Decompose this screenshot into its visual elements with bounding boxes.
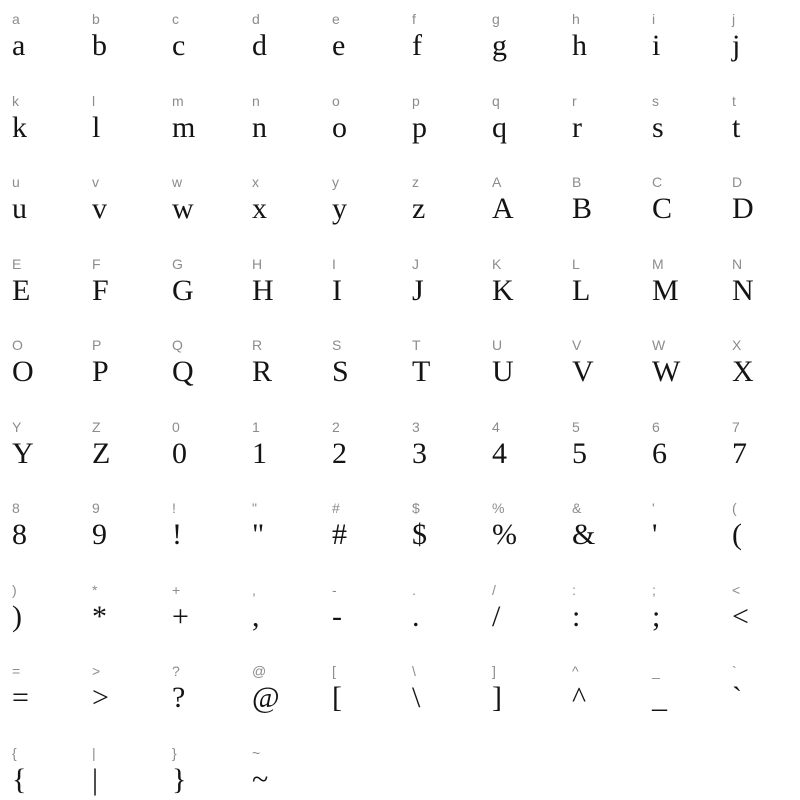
char-glyph: l xyxy=(92,110,101,144)
char-label: H xyxy=(252,255,263,272)
char-cell[interactable] xyxy=(400,652,480,734)
char-glyph: $ xyxy=(412,518,427,551)
char-glyph: & xyxy=(572,518,596,551)
char-label: ? xyxy=(172,663,180,679)
char-glyph: 9 xyxy=(92,518,107,551)
char-label: s xyxy=(652,92,659,109)
char-label: p xyxy=(412,92,420,109)
char-label: E xyxy=(12,255,22,272)
char-glyph: d xyxy=(252,29,267,62)
char-cell[interactable] xyxy=(80,571,160,653)
char-label: Q xyxy=(172,337,183,353)
char-glyph: } xyxy=(172,762,187,796)
char-cell[interactable] xyxy=(320,0,400,82)
char-label: W xyxy=(652,337,666,353)
char-glyph: M xyxy=(652,273,679,307)
char-glyph: * xyxy=(92,599,107,633)
char-label: ; xyxy=(652,581,656,598)
char-glyph: R xyxy=(252,355,273,388)
char-label: 3 xyxy=(412,418,420,435)
char-cell[interactable] xyxy=(80,408,160,490)
char-label: . xyxy=(412,581,416,598)
char-cell[interactable] xyxy=(640,82,720,164)
char-cell[interactable] xyxy=(560,571,640,653)
char-label: m xyxy=(172,92,184,109)
char-label: < xyxy=(732,581,741,598)
char-glyph: p xyxy=(412,110,427,144)
char-cell[interactable] xyxy=(720,163,800,245)
char-label: i xyxy=(652,11,656,27)
char-cell[interactable] xyxy=(400,82,480,164)
char-label: I xyxy=(332,255,336,272)
char-glyph: a xyxy=(12,29,26,62)
char-glyph: - xyxy=(332,599,342,633)
char-glyph: u xyxy=(12,192,27,225)
char-cell[interactable] xyxy=(240,0,320,82)
char-cell[interactable] xyxy=(560,82,640,164)
char-cell[interactable] xyxy=(0,0,80,82)
char-glyph: ' xyxy=(652,518,658,551)
char-glyph: X xyxy=(732,355,754,388)
char-label: c xyxy=(172,11,179,27)
char-cell[interactable] xyxy=(80,326,160,408)
char-label: S xyxy=(332,337,342,353)
char-glyph: ) xyxy=(12,599,22,633)
char-label: w xyxy=(172,174,183,190)
char-label: ! xyxy=(172,500,176,516)
char-label: $ xyxy=(412,500,420,516)
char-label: 7 xyxy=(732,418,740,435)
char-cell[interactable] xyxy=(320,652,400,734)
char-label: 0 xyxy=(172,418,180,435)
char-label: f xyxy=(412,11,416,27)
char-cell[interactable] xyxy=(240,245,320,327)
char-label: + xyxy=(172,581,181,598)
char-glyph: " xyxy=(252,518,265,551)
char-glyph: ! xyxy=(172,518,182,551)
char-label: M xyxy=(652,255,664,272)
char-label: k xyxy=(12,92,19,109)
char-glyph: 4 xyxy=(492,436,507,470)
char-cell[interactable] xyxy=(560,489,640,571)
char-glyph: 2 xyxy=(332,436,347,470)
char-glyph: ; xyxy=(652,599,661,633)
char-label: y xyxy=(332,174,339,190)
char-cell[interactable] xyxy=(640,408,720,490)
char-label: C xyxy=(652,174,663,190)
char-cell[interactable] xyxy=(400,326,480,408)
char-cell[interactable] xyxy=(480,326,560,408)
char-label: } xyxy=(172,744,177,761)
char-glyph: F xyxy=(92,273,109,307)
char-glyph: , xyxy=(252,599,260,633)
char-label: - xyxy=(332,581,337,598)
char-label: 2 xyxy=(332,418,340,435)
char-glyph: 8 xyxy=(12,518,27,551)
char-glyph: ~ xyxy=(252,762,269,796)
char-label: ) xyxy=(12,581,17,598)
char-cell[interactable] xyxy=(720,571,800,653)
char-cell[interactable] xyxy=(720,0,800,82)
char-glyph: T xyxy=(412,355,431,388)
char-label: K xyxy=(492,255,502,272)
char-label: g xyxy=(492,11,500,27)
char-label: , xyxy=(252,581,256,598)
char-label: o xyxy=(332,92,340,109)
char-cell[interactable] xyxy=(160,734,240,800)
char-cell[interactable] xyxy=(320,245,400,327)
char-cell[interactable] xyxy=(160,245,240,327)
char-cell[interactable] xyxy=(400,163,480,245)
char-glyph: 1 xyxy=(252,436,267,470)
char-label: > xyxy=(92,663,101,679)
char-cell[interactable] xyxy=(160,408,240,490)
char-cell[interactable] xyxy=(640,489,720,571)
char-cell[interactable] xyxy=(640,652,720,734)
char-label: : xyxy=(572,581,576,598)
char-label: / xyxy=(492,581,496,598)
char-label: " xyxy=(252,500,257,516)
char-label: q xyxy=(492,92,500,109)
char-cell[interactable] xyxy=(0,408,80,490)
char-label: Z xyxy=(92,418,101,435)
char-glyph: i xyxy=(652,29,661,62)
char-label: 4 xyxy=(492,418,500,435)
char-label: d xyxy=(252,11,260,27)
char-label: r xyxy=(572,92,577,109)
char-glyph: E xyxy=(12,273,31,307)
char-label: _ xyxy=(652,663,660,679)
char-glyph: I xyxy=(332,273,342,307)
char-glyph: y xyxy=(332,192,347,225)
char-glyph: h xyxy=(572,29,587,62)
char-cell[interactable] xyxy=(640,0,720,82)
char-cell[interactable] xyxy=(160,326,240,408)
char-cell[interactable] xyxy=(400,0,480,82)
char-glyph: q xyxy=(492,110,507,144)
char-cell[interactable] xyxy=(0,326,80,408)
char-cell[interactable] xyxy=(480,82,560,164)
char-cell[interactable] xyxy=(80,163,160,245)
char-glyph: ? xyxy=(172,681,186,714)
char-glyph: J xyxy=(412,273,424,307)
char-glyph: x xyxy=(252,192,267,225)
char-cell[interactable] xyxy=(160,0,240,82)
char-label: 6 xyxy=(652,418,660,435)
char-glyph: r xyxy=(572,110,582,144)
char-label: J xyxy=(412,255,419,272)
char-glyph: t xyxy=(732,110,741,144)
char-glyph: = xyxy=(12,681,29,714)
char-label: 9 xyxy=(92,500,100,516)
char-label: X xyxy=(732,337,742,353)
char-glyph: S xyxy=(332,355,349,388)
char-label: z xyxy=(412,174,419,190)
char-cell[interactable] xyxy=(560,163,640,245)
char-glyph: . xyxy=(412,599,420,633)
char-cell[interactable] xyxy=(240,326,320,408)
char-glyph: j xyxy=(732,29,741,62)
char-glyph: K xyxy=(492,273,514,307)
char-glyph: k xyxy=(12,110,27,144)
char-glyph: Q xyxy=(172,355,194,388)
char-cell[interactable] xyxy=(320,163,400,245)
char-cell[interactable] xyxy=(240,82,320,164)
char-label: B xyxy=(572,174,582,190)
char-glyph: : xyxy=(572,599,581,633)
char-label: e xyxy=(332,11,340,27)
char-glyph: f xyxy=(412,29,422,62)
char-glyph: C xyxy=(652,192,673,225)
char-glyph: b xyxy=(92,29,107,62)
char-glyph: 3 xyxy=(412,436,427,470)
char-cell[interactable] xyxy=(480,408,560,490)
char-cell[interactable] xyxy=(80,652,160,734)
char-cell[interactable] xyxy=(0,571,80,653)
char-cell[interactable] xyxy=(560,0,640,82)
char-glyph: 7 xyxy=(732,436,747,470)
char-cell[interactable] xyxy=(0,734,80,800)
char-cell[interactable] xyxy=(480,571,560,653)
char-cell[interactable] xyxy=(720,408,800,490)
char-cell[interactable] xyxy=(480,163,560,245)
char-label: l xyxy=(92,92,96,109)
char-glyph: v xyxy=(92,192,107,225)
char-label: F xyxy=(92,255,101,272)
char-glyph: ` xyxy=(732,681,742,714)
char-glyph: w xyxy=(172,192,194,225)
char-glyph: L xyxy=(572,273,591,307)
char-cell[interactable] xyxy=(400,489,480,571)
char-cell[interactable] xyxy=(480,245,560,327)
char-glyph: # xyxy=(332,518,347,551)
char-cell[interactable] xyxy=(320,571,400,653)
char-cell[interactable] xyxy=(0,245,80,327)
char-label: A xyxy=(492,174,502,190)
char-label: L xyxy=(572,255,580,272)
char-label: [ xyxy=(332,663,336,679)
char-label: h xyxy=(572,11,580,27)
char-label: u xyxy=(12,174,20,190)
char-label: ` xyxy=(732,663,737,679)
char-glyph: U xyxy=(492,355,514,388)
char-cell[interactable] xyxy=(720,245,800,327)
char-cell[interactable] xyxy=(240,571,320,653)
char-glyph: D xyxy=(732,192,754,225)
char-label: ' xyxy=(652,500,655,516)
char-cell[interactable] xyxy=(640,163,720,245)
char-glyph: o xyxy=(332,110,347,144)
char-label: O xyxy=(12,337,23,353)
char-cell[interactable] xyxy=(560,245,640,327)
char-cell[interactable] xyxy=(480,489,560,571)
char-label: U xyxy=(492,337,503,353)
char-glyph: 6 xyxy=(652,436,667,470)
char-glyph: @ xyxy=(252,681,280,714)
char-label: % xyxy=(492,500,505,516)
char-label: V xyxy=(572,337,582,353)
char-cell[interactable] xyxy=(320,326,400,408)
char-cell[interactable] xyxy=(160,82,240,164)
char-glyph: W xyxy=(652,355,681,388)
char-cell[interactable] xyxy=(240,734,320,800)
char-cell[interactable] xyxy=(400,571,480,653)
char-glyph: s xyxy=(652,110,664,144)
char-label: j xyxy=(732,11,736,27)
char-label: ( xyxy=(732,500,737,516)
char-cell[interactable] xyxy=(0,82,80,164)
char-glyph: / xyxy=(492,599,501,633)
char-label: ^ xyxy=(572,663,579,679)
char-glyph: G xyxy=(172,273,194,307)
char-glyph: 5 xyxy=(572,436,587,470)
char-label: Y xyxy=(12,418,22,435)
char-label: T xyxy=(412,337,421,353)
char-glyph: + xyxy=(172,599,189,633)
char-cell[interactable] xyxy=(320,408,400,490)
char-label: D xyxy=(732,174,743,190)
char-label: P xyxy=(92,337,102,353)
char-cell[interactable] xyxy=(240,489,320,571)
char-label: & xyxy=(572,500,582,516)
char-glyph: e xyxy=(332,29,346,62)
char-cell[interactable] xyxy=(560,408,640,490)
char-cell[interactable] xyxy=(560,652,640,734)
char-cell[interactable] xyxy=(160,652,240,734)
char-glyph: > xyxy=(92,681,109,714)
char-glyph: ] xyxy=(492,681,502,714)
char-cell[interactable] xyxy=(0,652,80,734)
char-cell[interactable] xyxy=(320,82,400,164)
char-cell[interactable] xyxy=(80,82,160,164)
char-label: | xyxy=(92,744,96,761)
char-cell[interactable] xyxy=(0,489,80,571)
char-glyph: ^ xyxy=(572,681,587,714)
char-label: n xyxy=(252,92,260,109)
char-cell[interactable] xyxy=(400,245,480,327)
char-label: b xyxy=(92,11,100,27)
char-label: # xyxy=(332,500,340,516)
char-cell[interactable] xyxy=(80,489,160,571)
char-glyph: A xyxy=(492,192,514,225)
char-label: G xyxy=(172,255,183,272)
char-cell[interactable] xyxy=(720,326,800,408)
char-glyph: | xyxy=(92,762,99,796)
char-cell[interactable] xyxy=(480,652,560,734)
char-cell[interactable] xyxy=(80,245,160,327)
char-cell[interactable] xyxy=(640,245,720,327)
char-glyph: ( xyxy=(732,518,742,551)
char-cell[interactable] xyxy=(160,489,240,571)
char-cell[interactable] xyxy=(240,652,320,734)
char-label: 1 xyxy=(252,418,260,435)
char-cell[interactable] xyxy=(640,326,720,408)
char-glyph: _ xyxy=(652,681,667,714)
char-cell[interactable] xyxy=(480,0,560,82)
char-label: 8 xyxy=(12,500,20,516)
char-label: v xyxy=(92,174,99,190)
char-glyph: < xyxy=(732,599,749,633)
char-label: ] xyxy=(492,663,496,679)
char-glyph: { xyxy=(12,762,27,796)
char-glyph: n xyxy=(252,110,267,144)
char-glyph: c xyxy=(172,29,186,62)
char-cell[interactable] xyxy=(720,652,800,734)
char-cell[interactable] xyxy=(400,408,480,490)
char-cell[interactable] xyxy=(320,489,400,571)
char-glyph: \ xyxy=(412,681,421,714)
char-glyph: B xyxy=(572,192,593,225)
char-cell[interactable] xyxy=(560,326,640,408)
char-glyph: O xyxy=(12,355,34,388)
char-glyph: N xyxy=(732,273,754,307)
char-label: = xyxy=(12,663,21,679)
char-cell[interactable] xyxy=(0,163,80,245)
char-glyph: Z xyxy=(92,436,111,470)
char-label: 5 xyxy=(572,418,580,435)
char-cell[interactable] xyxy=(240,163,320,245)
char-label: { xyxy=(12,744,17,761)
char-glyph: z xyxy=(412,192,426,225)
char-glyph: 0 xyxy=(172,436,187,470)
char-label: N xyxy=(732,255,743,272)
char-label: ~ xyxy=(252,744,261,761)
char-glyph: H xyxy=(252,273,274,307)
char-cell[interactable] xyxy=(160,571,240,653)
char-glyph: [ xyxy=(332,681,342,714)
char-cell[interactable] xyxy=(640,571,720,653)
char-cell[interactable] xyxy=(160,163,240,245)
char-glyph: P xyxy=(92,355,109,388)
char-cell[interactable] xyxy=(80,0,160,82)
char-label: R xyxy=(252,337,263,353)
char-glyph: % xyxy=(492,518,517,551)
char-label: @ xyxy=(252,663,267,679)
char-cell[interactable] xyxy=(80,734,160,800)
char-label: * xyxy=(92,581,98,598)
char-cell[interactable] xyxy=(720,489,800,571)
char-glyph: m xyxy=(172,110,196,144)
char-label: \ xyxy=(412,663,416,679)
char-glyph: V xyxy=(572,355,594,388)
char-glyph: Y xyxy=(12,436,34,470)
char-label: x xyxy=(252,174,259,190)
char-label: t xyxy=(732,92,736,109)
char-cell[interactable] xyxy=(240,408,320,490)
char-label: a xyxy=(12,11,20,27)
char-cell[interactable] xyxy=(720,82,800,164)
char-glyph: g xyxy=(492,29,507,62)
